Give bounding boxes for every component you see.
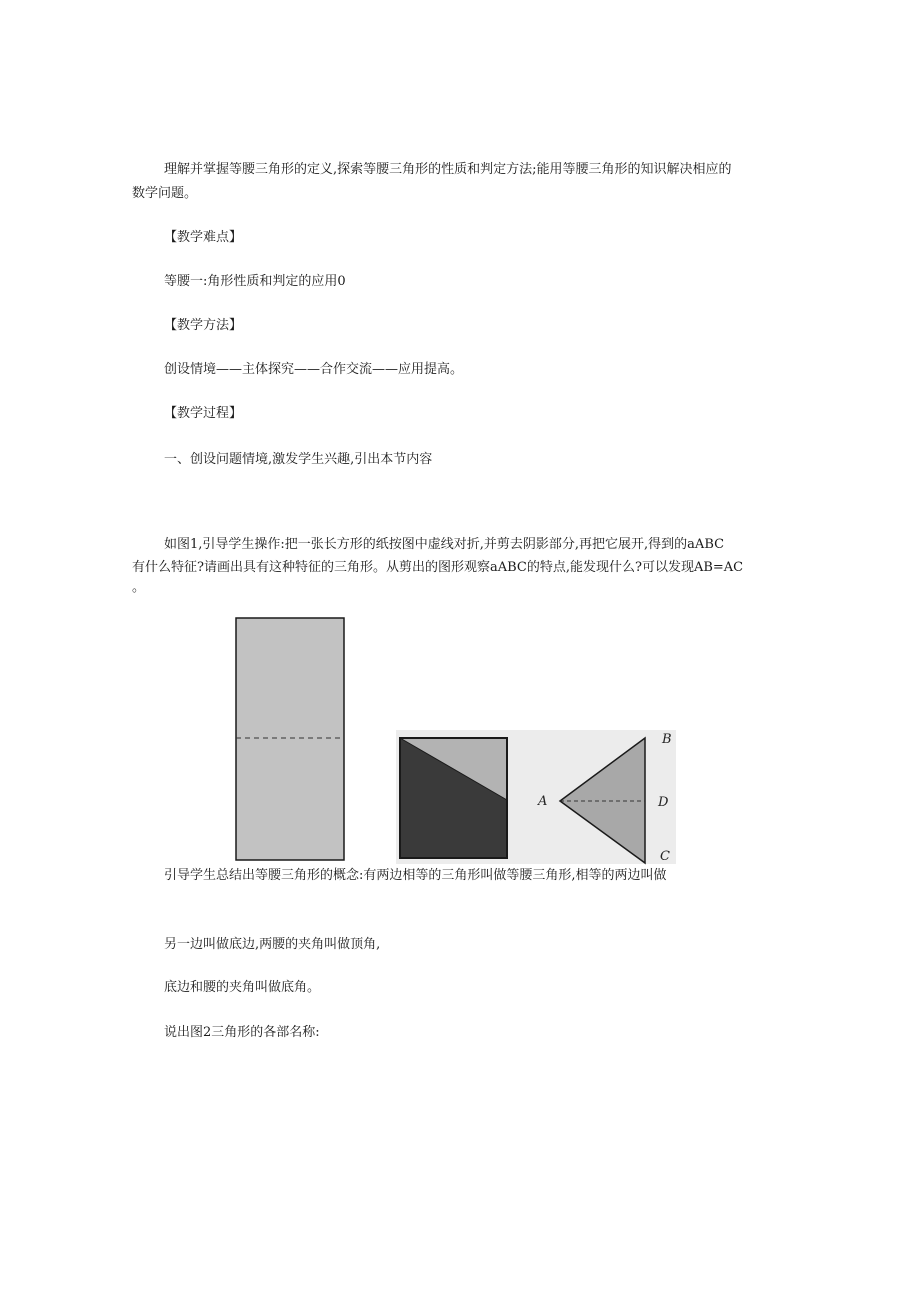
paper-rectangle <box>236 618 344 860</box>
intro-line-2: 有什么特征?请画出具有这种特征的三角形。从剪出的图形观察aABC的特点,能发现什么?可以发现AB=AC <box>132 560 744 575</box>
section-one-title: 一、创设问题情境,激发学生兴趣,引出本节内容 <box>164 452 433 467</box>
concept-line-3: 底边和腰的夹角叫做底角。 <box>164 980 321 995</box>
label-c: C <box>660 849 670 864</box>
difficulty-heading: 【教学难点】 <box>164 230 243 245</box>
method-heading: 【教学方法】 <box>164 318 243 333</box>
method-text: 创设情境——主体探究——合作交流——应用提高。 <box>164 362 464 377</box>
intro-line-3: 。 <box>132 580 146 595</box>
label-b: B <box>662 732 672 747</box>
figure-1-svg <box>230 612 690 872</box>
process-heading: 【教学过程】 <box>164 406 243 421</box>
concept-line-1: 引导学生总结出等腰三角形的概念:有两边相等的三角形叫做等腰三角形,相等的两边叫做 <box>164 868 667 883</box>
figure-2-prompt: 说出图2三角形的各部名称: <box>164 1025 320 1040</box>
goal-line-1: 理解并掌握等腰三角形的定义,探索等腰三角形的性质和判定方法;能用等腰三角形的知识解决相应的 <box>164 162 732 177</box>
figure-1 <box>230 612 690 872</box>
concept-line-2: 另一边叫做底边,两腰的夹角叫做顶角, <box>164 937 381 952</box>
label-d: D <box>658 795 669 810</box>
goal-line-2: 数学问题。 <box>132 186 198 201</box>
label-a: A <box>538 794 548 809</box>
intro-line-1: 如图1,引导学生操作:把一张长方形的纸按图中虚线对折,并剪去阴影部分,再把它展开,得到的aABC <box>164 537 725 552</box>
difficulty-text: 等腰一:角形性质和判定的应用0 <box>164 274 346 289</box>
